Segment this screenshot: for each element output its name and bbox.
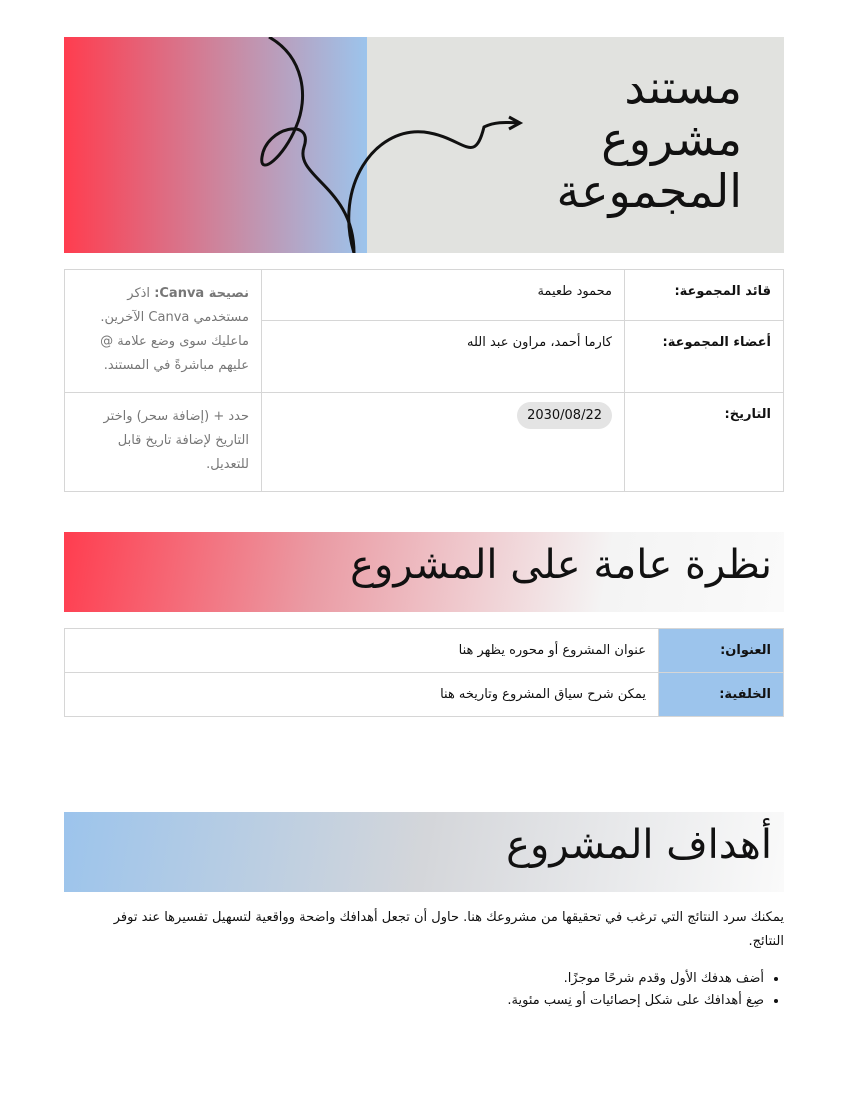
cover-banner: [64, 37, 784, 253]
members-label: أعضاء المجموعة:: [625, 320, 784, 392]
overview-table: [64, 628, 784, 717]
list-item: • أضف هدفك الأول وقدم شرحًا موجزًا.: [90, 968, 764, 990]
tip-bold: نصيحة Canva:: [154, 286, 249, 301]
canva-tip: [65, 270, 262, 393]
info-table: [64, 269, 784, 492]
goals-body: [90, 906, 784, 1012]
goals-paragraph: يمكنك سرد النتائج التي ترغب في تحقيقها من مشروعك هنا. حاول أن تجعل أهدافك واضحة وواقعية لتسهيل تفسيرها عند توفر النتائج.: [113, 910, 784, 949]
background-label: الخلفية:: [659, 673, 784, 717]
overview-heading: نظرة عامة على المشروع: [350, 542, 772, 588]
title-value[interactable]: عنوان المشروع أو محوره يظهر هنا: [65, 629, 659, 673]
date-tip: حدد + (إضافة سحر) واختر التاريخ لإضافة تاريخ قابل للتعديل.: [65, 393, 262, 492]
members-value[interactable]: كارما أحمد، مراون عبد الله: [262, 320, 625, 392]
background-value[interactable]: يمكن شرح سياق المشروع وتاريخه هنا: [65, 673, 659, 717]
leader-label: قائد المجموعة:: [625, 270, 784, 321]
list-item: • صِغ أهدافك على شكل إحصائيات أو نِسب مئوية.: [90, 990, 764, 1012]
tip-text: اذكر مستخدمي Canva الآخرين. ماعليك سوى وضع علامة @ عليهم مباشرةً في المستند.: [100, 286, 249, 373]
overview-header: [64, 532, 784, 612]
goals-header: [64, 812, 784, 892]
goals-heading: أهداف المشروع: [506, 822, 772, 868]
document-title: مستند مشروع المجموعة: [556, 60, 742, 218]
leader-value[interactable]: محمود طعيمة: [262, 270, 625, 321]
goals-list: [90, 968, 784, 1012]
date-label: التاريخ:: [625, 393, 784, 492]
date-pill[interactable]: 2030/08/22: [517, 402, 612, 429]
title-label: العنوان:: [659, 629, 784, 673]
